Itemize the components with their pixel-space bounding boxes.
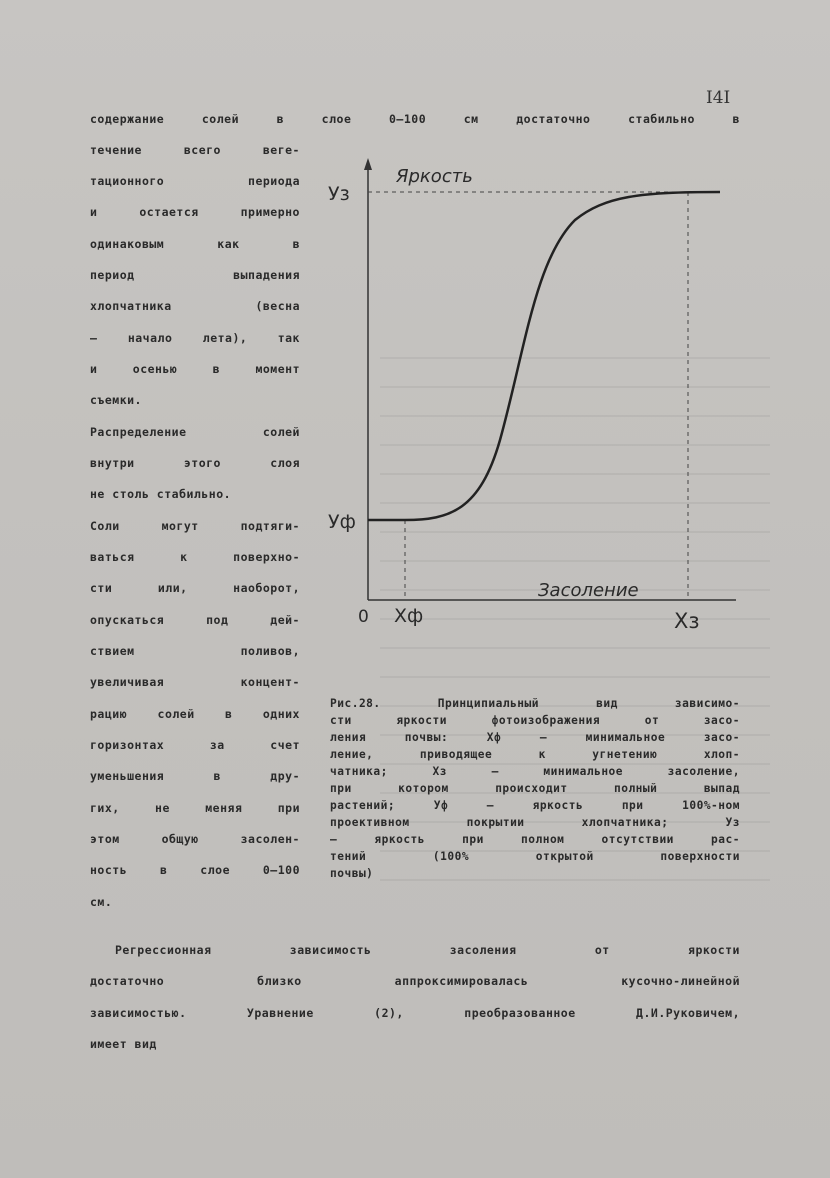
left-column-line: – начало лета), так [90, 331, 300, 345]
y-low-label: Уф [328, 511, 356, 533]
left-column-line: съемки. [90, 393, 142, 407]
left-column-line: и остается примерно [90, 205, 300, 219]
left-column-line: не столь стабильно. [90, 487, 232, 501]
left-column-line: см. [90, 895, 113, 909]
left-column-line: ствием поливов, [90, 644, 300, 658]
left-column-line: опускаться под дей- [90, 613, 300, 627]
y-axis-title: Яркость [396, 166, 473, 187]
caption-line: проективном покрытии хлопчатника; Уз [330, 816, 740, 829]
left-column-line: этом общую засолен- [90, 832, 300, 846]
left-column-line: увеличивая концент- [90, 675, 300, 689]
left-column-line: горизонтах за счет [90, 738, 300, 752]
caption-line: ления почвы: Хф – минимальное засо- [330, 731, 740, 744]
page-number: I4I [706, 88, 731, 108]
left-column-line: ность в слое 0–100 [90, 863, 300, 877]
caption-line: ление, приводящее к угнетению хлоп- [330, 748, 740, 761]
caption-line: – яркость при полном отсутствии рас- [330, 833, 740, 846]
left-column-line: гих, не меняя при [90, 801, 300, 815]
left-column-line: течение всего веге- [90, 143, 300, 157]
bottom-paragraph-line: достаточно близко аппроксимировалась кусочно-линейной [90, 974, 740, 988]
x-high-label: Хз [674, 609, 700, 633]
left-column-line: ваться к поверхно- [90, 550, 300, 564]
x-axis-title: Засоление [538, 580, 639, 601]
top-paragraph-line: содержание солей в слое 0–100 см достаточно стабильно в [90, 112, 740, 126]
left-column-line: период выпадения [90, 268, 300, 282]
left-column-line: сти или, наоборот, [90, 581, 300, 595]
caption-line: Рис.28. Принципиальный вид зависимо- [330, 697, 740, 710]
brightness-curve [368, 192, 720, 520]
bottom-paragraph-line: Регрессионная зависимость засоления от яркости [115, 943, 740, 957]
origin-label: 0 [358, 607, 369, 627]
bottom-paragraph-line: имеет вид [90, 1037, 157, 1051]
caption-line: сти яркости фотоизображения от засо- [330, 714, 740, 727]
left-column-line: уменьшения в дру- [90, 769, 300, 783]
caption-line: почвы) [330, 867, 374, 880]
caption-line: растений; Уф – яркость при 100%-ном [330, 799, 740, 812]
brightness-salinity-figure [320, 150, 740, 670]
caption-line: чатника; Хз – минимальное засоление, [330, 765, 740, 778]
caption-line: тений (100% открытой поверхности [330, 850, 740, 863]
bottom-paragraph-line: зависимостью. Уравнение (2), преобразованное Д.И.Руковичем, [90, 1006, 740, 1020]
y-top-label: Уз [328, 183, 350, 205]
y-axis-arrow [364, 158, 372, 170]
left-column-line: Распределение солей [90, 425, 300, 439]
left-column-line: внутри этого слоя [90, 456, 300, 470]
left-column-line: одинаковым как в [90, 237, 300, 251]
left-column-line: рацию солей в одних [90, 707, 300, 721]
x-low-label: Хф [394, 605, 424, 627]
left-column-line: и осенью в момент [90, 362, 300, 376]
left-column-line: хлопчатника (весна [90, 299, 300, 313]
caption-line: при котором происходит полный выпад [330, 782, 740, 795]
left-column-line: Соли могут подтяги- [90, 519, 300, 533]
left-column-line: тационного периода [90, 174, 300, 188]
